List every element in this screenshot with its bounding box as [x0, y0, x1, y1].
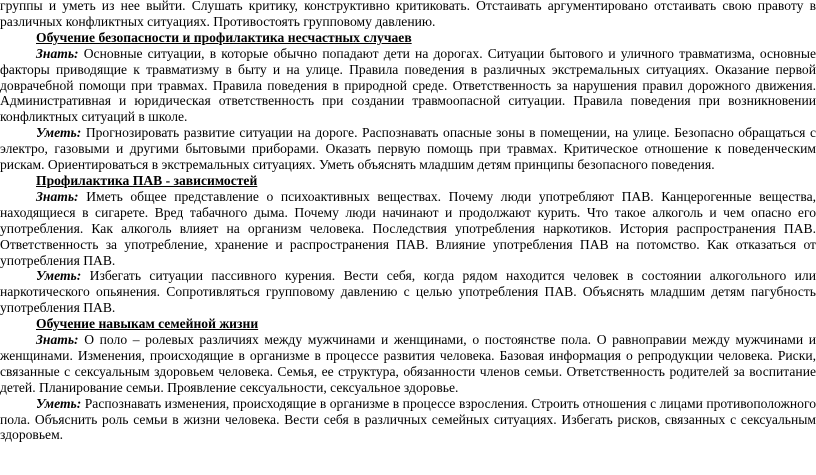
know-text: О поло – ролевых различиях между мужчинами и женщинами, о постоянстве пола. О равноправии между мужчинами и женщинами. Изменения, происходящие в организме в процессе развития человека. Базовая информация о репродукции человека. Риски, связанные с сексуальным здоровьем человека. Семья, ее структура, обязанности членов семьи. Ответственность родителей за воспитание детей. Планирование семьи. Проявление сексуальности, сексуальное здоровье.: [0, 332, 816, 395]
intro-paragraph: группы и уметь из нее выйти. Слушать критику, конструктивно критиковать. Отстаивать аргументировано отстаивать свою правоту в различных конфликтных ситуациях. Противостоять групповому давлению.: [0, 0, 816, 29]
section-pav-can: [0, 268, 816, 316]
section-heading-family: Обучение навыкам семейной жизни: [36, 316, 259, 332]
know-label: Знать:: [36, 188, 79, 204]
can-text: Избегать ситуации пассивного курения. Вести себя, когда рядом находится человек в состоянии алкогольного или наркотического опьянения. Сопротивляться групповому давлению с целью употребления ПАВ. Объяснять младшим детям пагубность употребления ПАВ.: [0, 268, 816, 316]
can-label: Уметь:: [36, 268, 82, 284]
section-safety-can: [0, 125, 816, 173]
can-text: Прогнозировать развитие ситуации на дороге. Распознавать опасные зоны в помещении, на улице. Безопасно обращаться с электро, газовыми и другими бытовыми приборами. Оказать первую помощь при травмах. Критическое отношение к поведенческим рискам. Ориентироваться в экстремальных ситуациях. Уметь объяснять младшим детям принципы безопасного поведения.: [0, 125, 816, 173]
section-family-can: [0, 396, 816, 444]
can-text: Распознавать изменения, происходящие в организме в процессе взросления. Строить отношения с лицами противоположного пола. Объяснить роль семьи в жизни человека. Вести себя в различных семейных ситуациях. Избегать рисков, связанных с сексуальным здоровьем.: [0, 395, 816, 443]
section-family-know: [0, 332, 816, 396]
know-label: Знать:: [36, 332, 79, 348]
section-safety-know: [0, 46, 816, 126]
section-heading-safety: Обучение безопасности и профилактика несчастных случаев: [36, 29, 412, 45]
know-text: Иметь общее представление о психоактивных веществах. Почему люди употребляют ПАВ. Канцерогенные вещества, находящиеся в сигарете. Вред табачного дыма. Почему люди начинают и продолжают курить. Что такое алкоголь и чем опасно его употребления. Как алкоголь влияет на организм человека. Последствия употребления наркотиков. История распространения ПАВ. Ответственность за употребление, хранение и распространения ПАВ. Влияние употребления ПАВ на потомство. Как отказаться от употребления ПАВ.: [0, 188, 816, 268]
know-text: Основные ситуации, в которые обычно попадают дети на дорогах. Ситуации бытового и уличного травматизма, основные факторы приводящие к травматизму в быту и на улице. Правила поведения в различных экстремальных ситуациях. Оказание первой доврачебной помощи при травмах. Правила поведения в природной среде. Ответственность за нарушения правил дорожного движения. Административная и юридическая ответственность при создании травмоопасной ситуации. Правила поведения при возникновении конфликтных ситуаций в школе.: [0, 45, 816, 125]
know-label: Знать:: [36, 45, 79, 61]
can-label: Уметь:: [36, 395, 82, 411]
section-pav-know: [0, 189, 816, 269]
section-heading-pav: Профилактика ПАВ - зависимостей: [36, 172, 258, 188]
can-label: Уметь:: [36, 125, 82, 141]
